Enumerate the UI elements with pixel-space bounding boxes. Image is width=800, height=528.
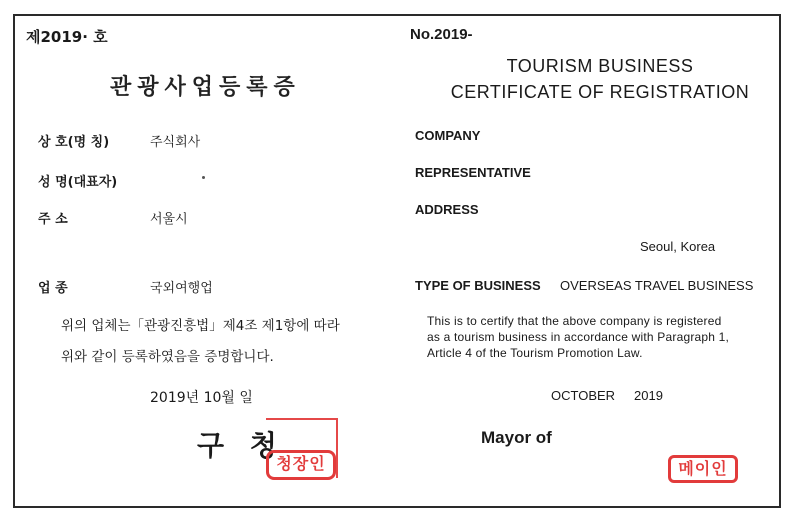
english-certificate-number: No.2019- <box>410 26 473 43</box>
korean-body-line-2: 위와 같이 등록하였음을 증명합니다. <box>61 349 274 365</box>
english-body-line-1: This is to certify that the above company is registered <box>427 314 722 328</box>
korean-issuing-office: 구 청 <box>197 429 285 462</box>
english-representative-label: REPRESENTATIVE <box>415 165 531 180</box>
korean-issue-date: 2019년 10월 일 <box>150 390 253 406</box>
english-company-label: COMPANY <box>415 128 481 143</box>
english-issuing-authority: Mayor of <box>481 428 552 447</box>
english-title-line-1: TOURISM BUSINESS <box>506 56 694 76</box>
english-business-type-label: TYPE OF BUSINESS <box>415 278 541 293</box>
english-title-line-2: CERTIFICATE OF REGISTRATION <box>450 82 750 102</box>
korean-company-value: 주식회사 <box>150 135 201 150</box>
korean-certificate-number: 제2019· 호 <box>26 28 108 46</box>
korean-official-seal: 청장인 <box>266 450 336 480</box>
korean-title: 관광사업등록증 <box>110 75 301 100</box>
korean-company-label: 상 호(명 칭) <box>38 135 110 150</box>
english-business-type-value: OVERSEAS TRAVEL BUSINESS <box>560 278 754 293</box>
english-body-line-3: Article 4 of the Tourism Promotion Law. <box>427 346 643 360</box>
stray-mark <box>202 176 205 179</box>
english-date-month: OCTOBER <box>551 388 616 403</box>
english-address-value: Seoul, Korea <box>640 239 716 254</box>
korean-address-value: 서울시 <box>150 212 188 227</box>
english-official-seal: 메이인 <box>668 455 738 483</box>
korean-business-type-value: 국외여행업 <box>150 281 213 296</box>
korean-address-label: 주 소 <box>38 212 68 227</box>
english-date-year: 2019 <box>634 388 663 403</box>
english-body-line-2: as a tourism business in accordance with Paragraph 1, <box>427 330 730 344</box>
korean-representative-label: 성 명(대표자) <box>38 175 118 190</box>
english-address-label: ADDRESS <box>415 202 479 217</box>
korean-business-type-label: 업 종 <box>38 281 68 296</box>
korean-body-line-1: 위의 업체는「관광진흥법」제4조 제1항에 따라 <box>61 318 340 334</box>
